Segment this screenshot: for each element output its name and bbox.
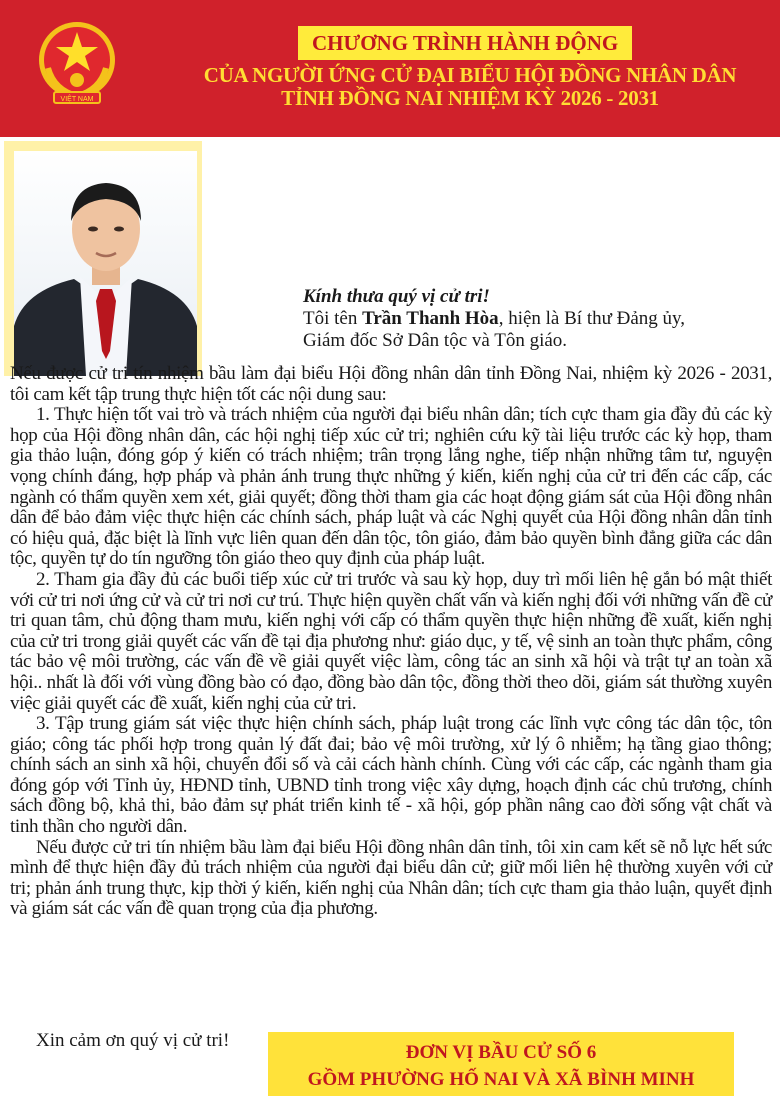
program-item-3: 3. Tập trung giám sát việc thực hiện chính sách, pháp luật trong các lĩnh vực công tác dân tộc, tôn giáo; công tác phối hợp trong quản lý đất đai; bảo vệ môi trường, xử lý ô nhiễm; hạ tầng giao thông; chính sách an sinh xã hội, chuyển đổi số và cải cách hành chính. Cùng với các cấp, các ngành tham gia đóng góp với Tỉnh ủy, HĐND tỉnh, UBND tỉnh trong việc xây dựng, hoạch định các chủ trương, chính sách đồng bộ, khả thi, bảo đảm sự phát triển kinh tế - xã hội, góp phần nâng cao đời sống vật chất và tinh thần cho người dân. xyxy=(10,713,772,838)
greeting-block xyxy=(303,286,773,352)
program-body xyxy=(10,364,772,920)
program-commitment: Nếu được cử tri tín nhiệm bầu làm đại biểu Hội đồng nhân dân tỉnh, tôi xin cam kết sẽ nỗ lực hết sức mình để thực hiện đầy đủ trách nhiệm của người đại biểu dân cử; giữ mối liên hệ thường xuyên với cử tri; phản ánh trung thực, kịp thời ý kiến, kiến nghị của Nhân dân; tích cực tham gia thảo luận, quyết định và giám sát các vấn đề quan trọng của địa phương. xyxy=(10,836,772,920)
closing-thanks: Xin cảm ơn quý vị cử tri! xyxy=(36,1030,230,1051)
candidate-photo-frame xyxy=(4,141,202,376)
program-item-2: 2. Tham gia đầy đủ các buổi tiếp xúc cử tri trước và sau kỳ họp, duy trì mối liên hệ gắn bó mật thiết với cử tri nơi ứng cử và cử tri nơi cư trú. Thực hiện quyền chất vấn và kiến nghị đối với những vấn đề cử tri quan tâm, chủ động tham mưu, kiến nghị với cấp có thẩm quyền thực hiện những đề xuất, kiến nghị của cử tri trong giải quyết các vấn đề tại địa phương như: giáo dục, y tế, vệ sinh an toàn thực phẩm, công tác bảo vệ môi trường, các vấn đề về giải quyết việc làm, công tác an sinh xã hội và trật tự an toàn xã hội.. nhất là đối với vùng đồng bào có đạo, đồng bào dân tộc, đồng thời theo dõi, giám sát thường xuyên việc giải quyết các đề xuất, kiến nghị của cử tri. xyxy=(10,568,772,714)
intro-prefix: Tôi tên xyxy=(303,308,363,329)
candidate-name: Trần Thanh Hòa xyxy=(362,308,499,329)
candidate-intro xyxy=(303,308,773,330)
electoral-unit-box xyxy=(268,1032,734,1096)
emblem-text: VIỆT NAM xyxy=(60,96,94,103)
electoral-unit-line2: GỒM PHƯỜNG HỐ NAI VÀ XÃ BÌNH MINH xyxy=(307,1069,695,1090)
program-title: CHƯƠNG TRÌNH HÀNH ĐỘNG xyxy=(298,26,632,60)
header-banner xyxy=(0,0,780,137)
program-subtitle-line2: TỈNH ĐỒNG NAI NHIỆM KỲ 2026 - 2031 xyxy=(281,86,659,110)
candidate-position: Giám đốc Sở Dân tộc và Tôn giáo. xyxy=(303,330,568,351)
candidate-portrait xyxy=(14,151,197,376)
electoral-unit-line1: ĐƠN VỊ BẦU CỬ SỐ 6 xyxy=(405,1042,597,1063)
salutation: Kính thưa quý vị cử tri! xyxy=(303,286,490,307)
program-intro: Nếu được cử tri tín nhiệm bầu làm đại biểu Hội đồng nhân dân tỉnh Đồng Nai, nhiệm kỳ 2026 - 2031, tôi cam kết tập trung thực hiện tốt các nội dung sau: xyxy=(10,363,772,405)
intro-suffix: , hiện là Bí thư Đảng ủy, xyxy=(498,308,686,329)
national-emblem-icon xyxy=(36,18,118,108)
program-subtitle-line1: CỦA NGƯỜI ỨNG CỬ ĐẠI BIỂU HỘI ĐỒNG NHÂN DÂN xyxy=(203,63,737,87)
program-item-1: 1. Thực hiện tốt vai trò và trách nhiệm của người đại biểu nhân dân; tích cực tham gia đầy đủ các kỳ họp của Hội đồng nhân dân, các hội nghị tiếp xúc cử tri; nghiên cứu kỹ tài liệu trước các kỳ họp, tham gia thảo luận, đóng góp ý kiến có trách nhiệm; trân trọng lắng nghe, tiếp nhận những tâm tư, nguyện vọng chính đáng, hợp pháp và phản ánh trung thực những ý kiến, kiến nghị của cử tri đến các cấp, các ngành có thẩm quyền xem xét, giải quyết; đồng thời tham gia các hoạt động giám sát của Hội đồng nhân dân để bảo đảm việc thực hiện các chính sách, pháp luật và các Nghị quyết của Hội đồng nhân dân tỉnh có hiệu quả, đặc biệt là lĩnh vực liên quan đến dân tộc, tôn giáo, đảm bảo quyền bình đẳng giữa các dân tộc, quyền tự do tín ngưỡng tôn giáo theo quy định của pháp luật. xyxy=(10,404,772,570)
